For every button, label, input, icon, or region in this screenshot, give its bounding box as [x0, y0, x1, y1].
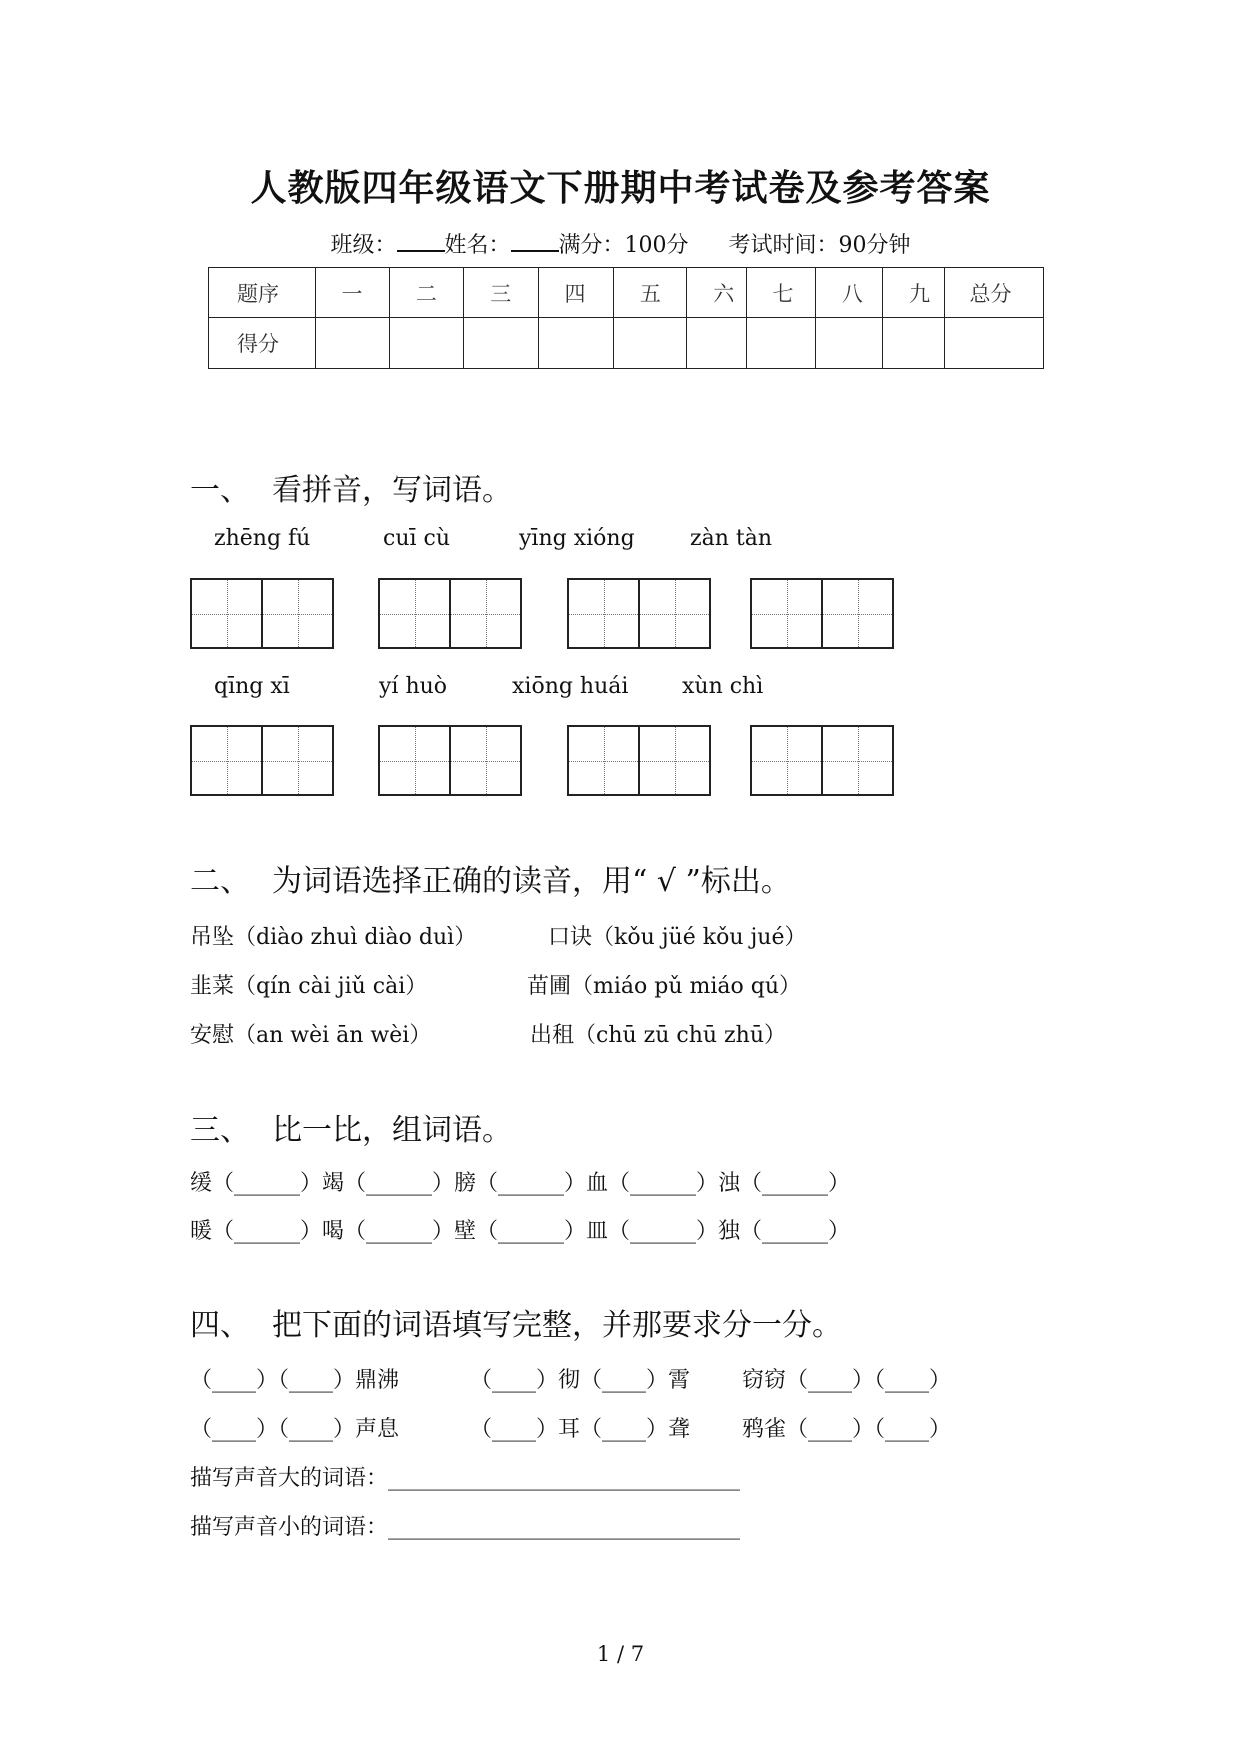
pinyin: xiōng huái: [512, 674, 629, 699]
section-4-heading: [190, 1300, 842, 1344]
score-cell[interactable]: [538, 318, 613, 369]
writing-grid[interactable]: [378, 578, 522, 649]
exam-time: 考试时间：90分钟: [728, 233, 911, 258]
pinyin-row-1: [0, 526, 1241, 566]
word-group-line[interactable]: 缓（______）竭（______）膀（______）血（______）浊（______）: [190, 1171, 851, 1196]
section-number: 二、: [190, 864, 250, 899]
table-cell: 九: [883, 268, 945, 318]
table-cell: 一: [315, 268, 389, 318]
pinyin-row-2: [0, 674, 1241, 714]
writing-grid[interactable]: [567, 725, 711, 796]
class-blank[interactable]: [397, 230, 445, 252]
score-cell[interactable]: [464, 318, 538, 369]
pronunciation-item[interactable]: 口诀（kǒu jüé kǒu jué）: [548, 925, 807, 950]
score-cell[interactable]: [687, 318, 746, 369]
pronunciation-item[interactable]: 韭菜（qín cài jiǔ cài）: [190, 974, 428, 999]
score-cell[interactable]: [746, 318, 815, 369]
pinyin: xùn chì: [682, 674, 764, 699]
full-score: 满分：100分: [558, 233, 689, 258]
writing-grid[interactable]: [567, 578, 711, 649]
table-cell: 得分: [209, 318, 316, 369]
pinyin: yīng xióng: [519, 526, 635, 551]
pronunciation-item[interactable]: 吊坠（diào zhuì diào duì）: [190, 925, 477, 950]
idiom-item[interactable]: （____）（____）鼎沸: [190, 1368, 400, 1393]
pronunciation-item[interactable]: 出租（chū zū chū zhū）: [530, 1023, 786, 1048]
table-cell: 七: [746, 268, 815, 318]
name-label: 姓名：: [444, 233, 511, 258]
pinyin: zàn tàn: [690, 526, 772, 551]
idiom-line: [0, 1363, 1241, 1393]
writing-grid[interactable]: [378, 725, 522, 796]
score-cell[interactable]: [613, 318, 686, 369]
section-number: 四、: [190, 1308, 250, 1343]
table-cell: 八: [815, 268, 882, 318]
table-cell: 二: [389, 268, 463, 318]
pronunciation-item[interactable]: 安慰（an wèi ān wèi）: [190, 1023, 432, 1048]
idiom-item[interactable]: 窃窃（____）（____）: [742, 1368, 952, 1393]
section-title: 为词语选择正确的读音，用“ √ ”标出。: [272, 864, 791, 899]
table-cell: 五: [613, 268, 686, 318]
score-cell[interactable]: [883, 318, 945, 369]
section-number: 三、: [190, 1113, 250, 1148]
section-number: 一、: [190, 473, 250, 508]
pronunciation-item[interactable]: 苗圃（miáo pǔ miáo qú）: [527, 974, 802, 999]
pinyin: zhēng fú: [214, 526, 311, 551]
writing-grid[interactable]: [750, 725, 894, 796]
score-cell[interactable]: [945, 318, 1044, 369]
idiom-item[interactable]: （____）耳（____）聋: [470, 1417, 691, 1442]
table-cell: 三: [464, 268, 538, 318]
table-cell: 四: [538, 268, 613, 318]
table-cell: 总分: [945, 268, 1044, 318]
pinyin: qīng xī: [214, 674, 290, 699]
pronunciation-line: [0, 920, 1241, 950]
score-cell[interactable]: [389, 318, 463, 369]
idiom-item[interactable]: 鸦雀（____）（____）: [742, 1417, 952, 1442]
name-blank[interactable]: [511, 230, 559, 252]
idiom-line: [0, 1412, 1241, 1442]
class-label: 班级：: [330, 233, 397, 258]
section-2-heading: [190, 856, 791, 900]
exam-info: [0, 228, 1241, 259]
pinyin: yí huò: [379, 674, 448, 699]
page-number: 1 / 7: [596, 1642, 645, 1666]
score-table: [208, 267, 1044, 369]
section-title: 把下面的词语填写完整，并那要求分一分。: [272, 1308, 842, 1343]
table-cell: 六: [687, 268, 746, 318]
quiet-words-line[interactable]: 描写声音小的词语：________________________________: [190, 1515, 741, 1540]
section-title: 比一比，组词语。: [272, 1113, 512, 1148]
section-title: 看拼音，写词语。: [272, 473, 512, 508]
loud-words-line[interactable]: 描写声音大的词语：________________________________: [190, 1466, 741, 1491]
writing-grid[interactable]: [750, 578, 894, 649]
score-cell[interactable]: [315, 318, 389, 369]
table-cell: 题序: [209, 268, 316, 318]
section-1-heading: [190, 465, 512, 509]
score-table-score-row: [209, 318, 1044, 369]
pronunciation-line: [0, 1018, 1241, 1048]
writing-grid[interactable]: [190, 578, 334, 649]
word-group-line[interactable]: 暖（______）喝（______）壁（______）皿（______）独（______）: [190, 1219, 851, 1244]
score-table-header-row: [209, 268, 1044, 318]
idiom-item[interactable]: （____）（____）声息: [190, 1417, 400, 1442]
idiom-item[interactable]: （____）彻（____）霄: [470, 1368, 691, 1393]
score-cell[interactable]: [815, 318, 882, 369]
pronunciation-line: [0, 969, 1241, 999]
page-title: 人教版四年级语文下册期中考试卷及参考答案: [250, 168, 991, 209]
writing-grid[interactable]: [190, 725, 334, 796]
section-3-heading: [190, 1105, 512, 1149]
pinyin: cuī cù: [383, 526, 451, 551]
